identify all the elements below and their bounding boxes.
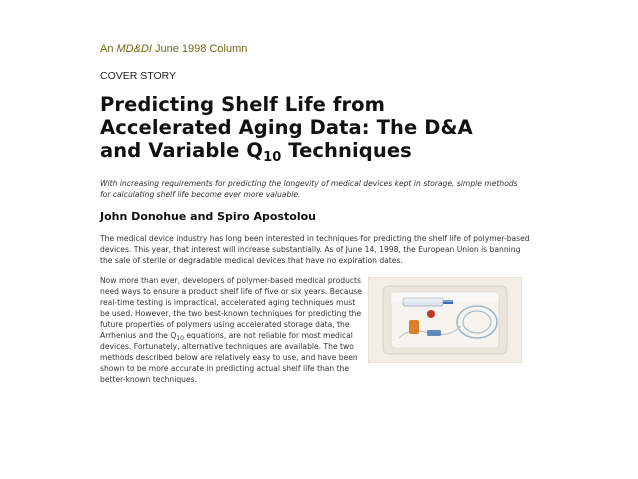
headline-subscript: 10 [263,150,282,165]
headline-line-2: Accelerated Aging Data: The D&A [100,116,473,139]
device-photo-drawing [369,278,521,362]
column-line [100,43,540,56]
paragraph-2-part-2: equations, are not reliable for most medical devices. Fortunately, alternative techniques are available. The two methods described below are relatively easy to use, and have been shown to be more accurate in predicting actual shelf life than the better-known techniques. [100,331,358,384]
column-suffix: June 1998 Column [151,43,248,55]
article-headline [100,93,540,165]
red-cap [427,310,435,318]
paragraph-2-subscript: 10 [176,335,184,342]
column-prefix: An [100,43,117,55]
blue-clamp [427,330,441,336]
article-authors: John Donohue and Spiro Apostolou [100,210,316,223]
magazine-name: MD&DI [116,43,152,55]
section-label: COVER STORY [100,70,177,82]
package-sheen [391,292,499,302]
article [100,43,540,385]
packaged-medical-device-photo [368,277,522,363]
headline-line-3-start: and Variable Q [100,139,264,162]
orange-component [409,320,419,334]
headline-line-1: Predicting Shelf Life from [100,93,386,116]
paragraph-2-block [100,275,540,385]
headline-line-3-end: Techniques [281,139,412,162]
paragraph-1: The medical device industry has long been interested in techniques for predicting the shelf life of polymer-based devices. This year, that interest will increase substantially. As of June 14, 1998, the European Union is banning the sale of sterile or degradable medical devices that have no expiration dates. [100,234,530,265]
article-deck: With increasing requirements for predicting the longevity of medical devices kept in storage, simple methods for calculating shelf life become ever more valuable. [100,179,518,199]
paragraph-2-part-1: Now more than ever, developers of polymer-based medical products need ways to ensure a product shelf life of five or six years. Because real-time testing is impractical, accelerated aging techniques must be used. However, the two best-known techniques for predicting the future properties of polymers using accelerated storage data, the Arrhenius and the Q [100,276,362,340]
